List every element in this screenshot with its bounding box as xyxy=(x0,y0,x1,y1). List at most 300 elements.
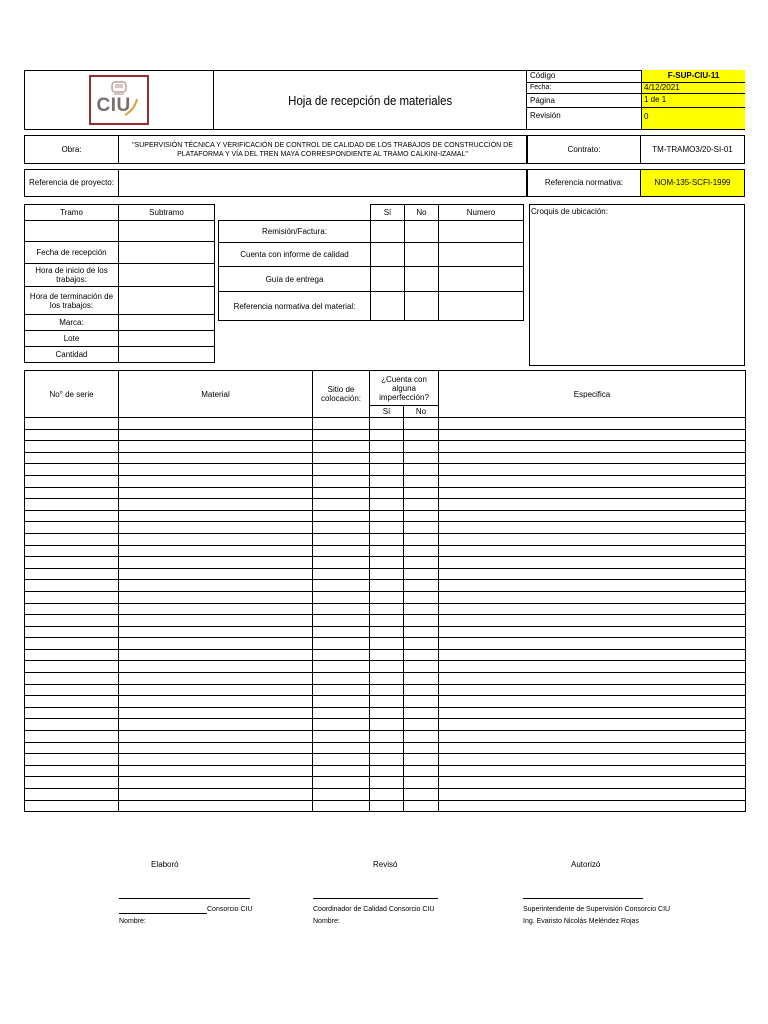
table-row xyxy=(25,789,746,801)
cell-no[interactable] xyxy=(404,707,439,719)
docs-header-blank xyxy=(219,205,371,221)
materials-body xyxy=(25,418,746,812)
cell-sitio[interactable] xyxy=(313,475,370,487)
elaboro-signature-line xyxy=(119,898,250,899)
cell-no[interactable] xyxy=(404,522,439,534)
table-row xyxy=(25,429,746,441)
cell-si[interactable] xyxy=(370,418,404,430)
docs-numero-header: Numero xyxy=(439,205,524,221)
cell-sitio[interactable] xyxy=(313,418,370,430)
cell-serie[interactable] xyxy=(25,742,119,754)
cell-especifica[interactable] xyxy=(439,661,746,673)
cell-si[interactable] xyxy=(370,731,404,743)
cell-no[interactable] xyxy=(404,475,439,487)
cell-material[interactable] xyxy=(119,789,313,801)
cell-sitio[interactable] xyxy=(313,661,370,673)
pagina-value: 1 de 1 xyxy=(641,94,745,107)
cell-material[interactable] xyxy=(119,545,313,557)
cell-especifica[interactable] xyxy=(439,626,746,638)
cell-material[interactable] xyxy=(119,418,313,430)
cell-sitio[interactable] xyxy=(313,800,370,812)
cell-si[interactable] xyxy=(370,580,404,592)
cell-material[interactable] xyxy=(119,777,313,789)
cell-especifica[interactable] xyxy=(439,557,746,569)
cell-si[interactable] xyxy=(370,591,404,603)
cell-sitio[interactable] xyxy=(313,545,370,557)
cell-material[interactable] xyxy=(119,452,313,464)
cell-especifica[interactable] xyxy=(439,696,746,708)
cell-serie[interactable] xyxy=(25,499,119,511)
croquis-box[interactable] xyxy=(529,204,745,366)
cell-serie[interactable] xyxy=(25,441,119,453)
cell-material[interactable] xyxy=(119,464,313,476)
cell-serie[interactable] xyxy=(25,568,119,580)
cell-material[interactable] xyxy=(119,557,313,569)
ref-proyecto-label: Referencia de proyecto: xyxy=(24,169,119,197)
cell-material[interactable] xyxy=(119,591,313,603)
elaboro-org-line xyxy=(119,905,253,914)
cell-si[interactable] xyxy=(370,464,404,476)
cell-sitio[interactable] xyxy=(313,441,370,453)
cell-material[interactable] xyxy=(119,487,313,499)
cell-si[interactable] xyxy=(370,789,404,801)
cell-material[interactable] xyxy=(119,441,313,453)
cell-no[interactable] xyxy=(404,673,439,685)
cell-no[interactable] xyxy=(404,452,439,464)
table-row xyxy=(25,510,746,522)
cell-material[interactable] xyxy=(119,510,313,522)
cell-serie[interactable] xyxy=(25,522,119,534)
cell-no[interactable] xyxy=(404,638,439,650)
table-row xyxy=(25,638,746,650)
cell-sitio[interactable] xyxy=(313,591,370,603)
cell-si[interactable] xyxy=(370,429,404,441)
elaboro-name-label: Nombre: xyxy=(119,918,146,925)
hora-inicio-label: Hora de inicio de los trabajos: xyxy=(25,264,119,287)
cell-especifica[interactable] xyxy=(439,533,746,545)
table-row xyxy=(25,557,746,569)
cell-no[interactable] xyxy=(404,418,439,430)
ref-proyecto-field[interactable] xyxy=(118,169,527,197)
cell-sitio[interactable] xyxy=(313,754,370,766)
cell-material[interactable] xyxy=(119,638,313,650)
lote-label: Lote xyxy=(25,331,119,347)
cell-si[interactable] xyxy=(370,533,404,545)
table-row xyxy=(25,661,746,673)
cell-si[interactable] xyxy=(370,742,404,754)
cell-especifica[interactable] xyxy=(439,580,746,592)
cell-especifica[interactable] xyxy=(439,719,746,731)
cell-serie[interactable] xyxy=(25,510,119,522)
cell-si[interactable] xyxy=(370,765,404,777)
cell-no[interactable] xyxy=(404,789,439,801)
cell-serie[interactable] xyxy=(25,557,119,569)
cell-sitio[interactable] xyxy=(313,429,370,441)
cell-sitio[interactable] xyxy=(313,719,370,731)
cell-material[interactable] xyxy=(119,568,313,580)
ref-normativa-material-label: Referencia normativa del material: xyxy=(219,292,371,321)
autorizo-role: Superintendente de Supervisión Consorcio CIU xyxy=(523,906,671,913)
cell-si[interactable] xyxy=(370,557,404,569)
cell-no[interactable] xyxy=(404,487,439,499)
cell-especifica[interactable] xyxy=(439,707,746,719)
hora-terminacion-field[interactable] xyxy=(119,287,215,315)
cell-no[interactable] xyxy=(404,429,439,441)
cell-sitio[interactable] xyxy=(313,789,370,801)
cell-sitio[interactable] xyxy=(313,673,370,685)
cell-serie[interactable] xyxy=(25,800,119,812)
cell-especifica[interactable] xyxy=(439,615,746,627)
cell-serie[interactable] xyxy=(25,684,119,696)
table-row xyxy=(25,696,746,708)
cell-material[interactable] xyxy=(119,626,313,638)
cell-serie[interactable] xyxy=(25,545,119,557)
cell-no[interactable] xyxy=(404,731,439,743)
hora-terminacion-label: Hora de terminación de los trabajos: xyxy=(25,287,119,315)
cell-no[interactable] xyxy=(404,754,439,766)
cell-sitio[interactable] xyxy=(313,615,370,627)
cell-sitio[interactable] xyxy=(313,580,370,592)
cell-especifica[interactable] xyxy=(439,418,746,430)
cell-si[interactable] xyxy=(370,754,404,766)
subtramo-field[interactable] xyxy=(119,221,215,242)
cell-especifica[interactable] xyxy=(439,510,746,522)
col-imperfeccion-header: ¿Cuenta con alguna imperfección? xyxy=(370,371,439,406)
cell-material[interactable] xyxy=(119,673,313,685)
table-row xyxy=(25,580,746,592)
cell-sitio[interactable] xyxy=(313,777,370,789)
cell-material[interactable] xyxy=(119,719,313,731)
cell-material[interactable] xyxy=(119,696,313,708)
ref-normativa-material-si[interactable] xyxy=(371,292,405,321)
cell-especifica[interactable] xyxy=(439,742,746,754)
table-row xyxy=(25,626,746,638)
cell-serie[interactable] xyxy=(25,696,119,708)
cell-si[interactable] xyxy=(370,696,404,708)
cell-especifica[interactable] xyxy=(439,464,746,476)
remision-si[interactable] xyxy=(371,221,405,243)
cell-no[interactable] xyxy=(404,800,439,812)
table-row xyxy=(25,731,746,743)
cell-no[interactable] xyxy=(404,765,439,777)
cell-si[interactable] xyxy=(370,626,404,638)
cell-si[interactable] xyxy=(370,452,404,464)
cell-especifica[interactable] xyxy=(439,487,746,499)
cell-si[interactable] xyxy=(370,638,404,650)
cell-no[interactable] xyxy=(404,545,439,557)
obra-label: Obra: xyxy=(24,135,119,164)
col-no-header: No xyxy=(404,406,439,418)
cell-especifica[interactable] xyxy=(439,777,746,789)
cell-serie[interactable] xyxy=(25,418,119,430)
informe-calidad-no[interactable] xyxy=(405,243,439,267)
cell-especifica[interactable] xyxy=(439,649,746,661)
ref-normativa-material-numero[interactable] xyxy=(439,292,524,321)
cell-serie[interactable] xyxy=(25,580,119,592)
cell-sitio[interactable] xyxy=(313,626,370,638)
cell-sitio[interactable] xyxy=(313,510,370,522)
table-row xyxy=(25,452,746,464)
table-row xyxy=(25,765,746,777)
cell-especifica[interactable] xyxy=(439,522,746,534)
cell-serie[interactable] xyxy=(25,777,119,789)
table-row xyxy=(25,754,746,766)
cell-no[interactable] xyxy=(404,510,439,522)
cell-material[interactable] xyxy=(119,522,313,534)
cell-especifica[interactable] xyxy=(439,789,746,801)
cell-serie[interactable] xyxy=(25,789,119,801)
cell-serie[interactable] xyxy=(25,707,119,719)
cell-especifica[interactable] xyxy=(439,429,746,441)
cell-material[interactable] xyxy=(119,731,313,743)
cell-sitio[interactable] xyxy=(313,533,370,545)
table-row xyxy=(25,673,746,685)
cell-no[interactable] xyxy=(404,557,439,569)
cell-no[interactable] xyxy=(404,533,439,545)
tramo-label: Tramo xyxy=(25,205,119,221)
cell-serie[interactable] xyxy=(25,487,119,499)
informe-calidad-label: Cuenta con informe de calidad xyxy=(219,243,371,267)
swoosh-icon xyxy=(91,77,147,123)
cantidad-field[interactable] xyxy=(119,347,215,363)
col-si-header: Sí xyxy=(370,406,404,418)
cell-especifica[interactable] xyxy=(439,591,746,603)
table-row xyxy=(25,522,746,534)
cell-material[interactable] xyxy=(119,429,313,441)
cell-si[interactable] xyxy=(370,545,404,557)
autorizo-name: Ing. Evaristo Nicolás Meléndez Rojas xyxy=(523,918,639,925)
col-serie-header: No° de serie xyxy=(25,371,119,418)
cell-especifica[interactable] xyxy=(439,731,746,743)
logo xyxy=(24,70,214,130)
cell-no[interactable] xyxy=(404,568,439,580)
cell-no[interactable] xyxy=(404,649,439,661)
cell-material[interactable] xyxy=(119,615,313,627)
cell-sitio[interactable] xyxy=(313,557,370,569)
cell-material[interactable] xyxy=(119,754,313,766)
cell-sitio[interactable] xyxy=(313,707,370,719)
cell-material[interactable] xyxy=(119,603,313,615)
cell-serie[interactable] xyxy=(25,429,119,441)
cell-serie[interactable] xyxy=(25,754,119,766)
cell-especifica[interactable] xyxy=(439,452,746,464)
cell-si[interactable] xyxy=(370,673,404,685)
guia-entrega-no[interactable] xyxy=(405,267,439,292)
cell-si[interactable] xyxy=(370,499,404,511)
cell-no[interactable] xyxy=(404,441,439,453)
cell-especifica[interactable] xyxy=(439,673,746,685)
cell-si[interactable] xyxy=(370,510,404,522)
cell-no[interactable] xyxy=(404,777,439,789)
cell-no[interactable] xyxy=(404,464,439,476)
croquis-label: Croquis de ubicación: xyxy=(531,207,608,216)
cell-sitio[interactable] xyxy=(313,464,370,476)
col-material-header: Material xyxy=(119,371,313,418)
cell-especifica[interactable] xyxy=(439,603,746,615)
table-row xyxy=(25,533,746,545)
cell-si[interactable] xyxy=(370,441,404,453)
table-row xyxy=(25,615,746,627)
marca-field[interactable] xyxy=(119,315,215,331)
cell-no[interactable] xyxy=(404,580,439,592)
cell-no[interactable] xyxy=(404,742,439,754)
cell-serie[interactable] xyxy=(25,765,119,777)
cell-serie[interactable] xyxy=(25,464,119,476)
tramo-field[interactable] xyxy=(25,221,119,242)
cell-no[interactable] xyxy=(404,591,439,603)
cell-especifica[interactable] xyxy=(439,684,746,696)
table-row xyxy=(25,568,746,580)
cell-sitio[interactable] xyxy=(313,742,370,754)
cell-material[interactable] xyxy=(119,800,313,812)
revision-value: 0 xyxy=(641,108,745,129)
obra-value: "SUPERVISIÓN TÉCNICA Y VERIFICACIÓN DE CONTROL DE CALIDAD DE LOS TRABAJOS DE CONSTRUCCIÓN DE PLATAFORMA Y VÍA DEL TREN MAYA CORRESPONDIENTE AL TRAMO CALKINI-IZAMAL" xyxy=(118,135,527,164)
info-table xyxy=(24,204,215,363)
cell-material[interactable] xyxy=(119,475,313,487)
codigo-value: F-SUP-CIU-11 xyxy=(641,70,745,82)
cell-especifica[interactable] xyxy=(439,499,746,511)
header-meta xyxy=(527,70,745,130)
cell-sitio[interactable] xyxy=(313,487,370,499)
cell-si[interactable] xyxy=(370,649,404,661)
cell-no[interactable] xyxy=(404,615,439,627)
table-row xyxy=(25,464,746,476)
cell-no[interactable] xyxy=(404,684,439,696)
informe-calidad-si[interactable] xyxy=(371,243,405,267)
cell-material[interactable] xyxy=(119,742,313,754)
cell-material[interactable] xyxy=(119,499,313,511)
logo-frame xyxy=(89,75,149,125)
elaboro-label: Elaboró xyxy=(151,860,179,869)
cell-material[interactable] xyxy=(119,580,313,592)
cell-sitio[interactable] xyxy=(313,452,370,464)
cell-si[interactable] xyxy=(370,615,404,627)
cell-sitio[interactable] xyxy=(313,638,370,650)
cell-serie[interactable] xyxy=(25,452,119,464)
ref-normativa-material-no[interactable] xyxy=(405,292,439,321)
cell-material[interactable] xyxy=(119,533,313,545)
table-row xyxy=(25,418,746,430)
table-row xyxy=(25,777,746,789)
logo-text: CIU xyxy=(96,95,131,116)
cell-sitio[interactable] xyxy=(313,765,370,777)
cell-especifica[interactable] xyxy=(439,800,746,812)
cell-especifica[interactable] xyxy=(439,475,746,487)
reviso-signature-line xyxy=(313,898,438,899)
cell-especifica[interactable] xyxy=(439,441,746,453)
cell-no[interactable] xyxy=(404,696,439,708)
cell-material[interactable] xyxy=(119,661,313,673)
cell-no[interactable] xyxy=(404,661,439,673)
cell-serie[interactable] xyxy=(25,649,119,661)
cell-serie[interactable] xyxy=(25,638,119,650)
cell-material[interactable] xyxy=(119,649,313,661)
cell-especifica[interactable] xyxy=(439,754,746,766)
elaboro-org: Consorcio CIU xyxy=(207,906,253,913)
table-row xyxy=(25,487,746,499)
cell-serie[interactable] xyxy=(25,731,119,743)
cell-especifica[interactable] xyxy=(439,568,746,580)
table-row xyxy=(25,545,746,557)
table-row xyxy=(25,719,746,731)
cell-serie[interactable] xyxy=(25,533,119,545)
cell-no[interactable] xyxy=(404,719,439,731)
cell-si[interactable] xyxy=(370,487,404,499)
informe-calidad-numero[interactable] xyxy=(439,243,524,267)
cell-serie[interactable] xyxy=(25,661,119,673)
remision-numero[interactable] xyxy=(439,221,524,243)
cell-material[interactable] xyxy=(119,684,313,696)
col-especifica-header: Especifica xyxy=(439,371,746,418)
cell-no[interactable] xyxy=(404,626,439,638)
cell-si[interactable] xyxy=(370,661,404,673)
cell-sitio[interactable] xyxy=(313,603,370,615)
cell-si[interactable] xyxy=(370,522,404,534)
table-row xyxy=(25,742,746,754)
guia-entrega-si[interactable] xyxy=(371,267,405,292)
cell-si[interactable] xyxy=(370,800,404,812)
cell-sitio[interactable] xyxy=(313,568,370,580)
cell-serie[interactable] xyxy=(25,475,119,487)
guia-entrega-numero[interactable] xyxy=(439,267,524,292)
docs-no-header: No xyxy=(405,205,439,221)
cell-sitio[interactable] xyxy=(313,499,370,511)
contrato-label: Contrato: xyxy=(527,135,641,164)
cell-sitio[interactable] xyxy=(313,696,370,708)
cell-serie[interactable] xyxy=(25,615,119,627)
cell-no[interactable] xyxy=(404,603,439,615)
cell-especifica[interactable] xyxy=(439,638,746,650)
hora-inicio-field[interactable] xyxy=(119,264,215,287)
cell-si[interactable] xyxy=(370,475,404,487)
fecha-value: 4/12/2021 xyxy=(641,83,745,93)
cell-serie[interactable] xyxy=(25,603,119,615)
lote-field[interactable] xyxy=(119,331,215,347)
cell-serie[interactable] xyxy=(25,719,119,731)
cell-sitio[interactable] xyxy=(313,731,370,743)
cell-sitio[interactable] xyxy=(313,684,370,696)
cell-serie[interactable] xyxy=(25,626,119,638)
cell-si[interactable] xyxy=(370,603,404,615)
cell-si[interactable] xyxy=(370,719,404,731)
cell-serie[interactable] xyxy=(25,673,119,685)
ref-normativa-label: Referencia normativa: xyxy=(527,169,641,197)
table-row xyxy=(25,441,746,453)
table-row xyxy=(25,499,746,511)
materials-table xyxy=(24,370,746,812)
col-sitio-header: Sitio de colocación: xyxy=(313,371,370,418)
cell-especifica[interactable] xyxy=(439,545,746,557)
cell-si[interactable] xyxy=(370,568,404,580)
cell-sitio[interactable] xyxy=(313,522,370,534)
cantidad-label: Cantidad xyxy=(25,347,119,363)
guia-entrega-label: Guía de entrega xyxy=(219,267,371,292)
reviso-name-label: Nombre: xyxy=(313,918,340,925)
cell-serie[interactable] xyxy=(25,591,119,603)
cell-si[interactable] xyxy=(370,707,404,719)
docs-si-header: Sí xyxy=(371,205,405,221)
cell-sitio[interactable] xyxy=(313,649,370,661)
cell-material[interactable] xyxy=(119,707,313,719)
fecha-recepcion-field[interactable] xyxy=(119,242,215,264)
cell-si[interactable] xyxy=(370,777,404,789)
cell-especifica[interactable] xyxy=(439,765,746,777)
cell-no[interactable] xyxy=(404,499,439,511)
remision-no[interactable] xyxy=(405,221,439,243)
cell-si[interactable] xyxy=(370,684,404,696)
cell-material[interactable] xyxy=(119,765,313,777)
page-title: Hoja de recepción de materiales xyxy=(214,70,527,130)
